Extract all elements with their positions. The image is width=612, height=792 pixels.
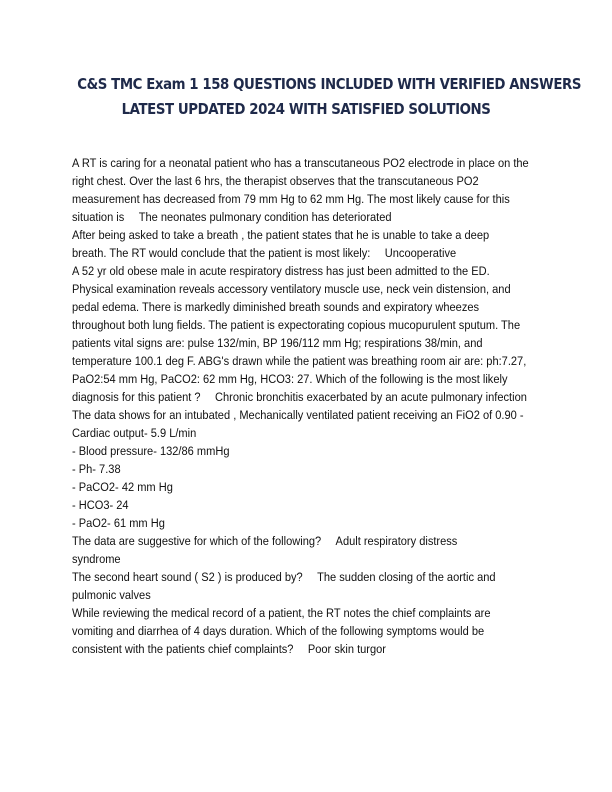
question-text: consistent with the patients chief complaints? — [72, 642, 294, 656]
question-text: A 52 yr old obese male in acute respiratory distress has just been admitted to the ED. — [72, 264, 490, 278]
text-line — [72, 496, 495, 514]
question-text: The data shows for an intubated , Mechanically ventilated patient receiving an FiO2 of 0.90 - — [72, 408, 524, 422]
text-line — [72, 604, 495, 622]
question-text: The second heart sound ( S2 ) is produced by? — [72, 570, 303, 584]
answer-text: Adult respiratory distress — [335, 534, 458, 548]
title-line-2: LATEST UPDATED 2024 WITH SATISFIED SOLUTIONS — [121, 100, 491, 118]
text-line — [72, 172, 495, 190]
text-line — [72, 532, 495, 550]
question-text: situation is — [72, 210, 125, 224]
question-text: - Ph- 7.38 — [72, 462, 121, 476]
question-text: patients vital signs are: pulse 132/min, BP 196/112 mm Hg; respirations 38/min, and — [72, 336, 483, 350]
question-text: breath. The RT would conclude that the patient is most likely: — [72, 246, 371, 260]
question-text: - PaCO2- 42 mm Hg — [72, 480, 173, 494]
text-line — [72, 226, 495, 244]
question-text: After being asked to take a breath , the patient states that he is unable to take a deep — [72, 228, 490, 242]
question-text: A RT is caring for a neonatal patient who has a transcutaneous PO2 electrode in place on the — [72, 156, 529, 170]
text-line — [72, 478, 495, 496]
answer-text: Chronic bronchitis exacerbated by an acute pulmonary infection — [214, 390, 527, 404]
document-title — [77, 72, 581, 122]
title-line-1: C&S TMC Exam 1 158 QUESTIONS INCLUDED WITH VERIFIED ANSWERS — [77, 75, 581, 93]
question-text: temperature 100.1 deg F. ABG's drawn while the patient was breathing room air are: ph:7.27, — [72, 354, 527, 368]
text-line — [72, 406, 524, 424]
answer-text: Poor skin turgor — [307, 642, 387, 656]
text-line — [72, 280, 511, 298]
question-text: pulmonic valves — [72, 588, 151, 602]
text-line — [72, 550, 495, 568]
document-body — [72, 154, 542, 658]
text-line — [72, 640, 495, 658]
text-line — [72, 190, 510, 208]
answer-text: Uncooperative — [384, 246, 457, 260]
question-text: PaO2:54 mm Hg, PaCO2: 62 mm Hg, HCO3: 27. Which of the following is the most likely — [72, 372, 508, 386]
answer-text: The sudden closing of the aortic and — [317, 570, 496, 584]
question-text: The data are suggestive for which of the following? — [72, 534, 322, 548]
question-text: Physical examination reveals accessory ventilatory muscle use, neck vein distension, and — [72, 282, 511, 296]
question-text: vomiting and diarrhea of 4 days duration. Which of the following symptoms would be — [72, 624, 485, 638]
text-line — [72, 514, 495, 532]
text-line — [72, 154, 529, 172]
text-line — [72, 244, 495, 262]
text-line — [72, 586, 495, 604]
question-text: While reviewing the medical record of a patient, the RT notes the chief complaints are — [72, 606, 491, 620]
text-line — [72, 388, 527, 406]
text-line — [72, 316, 521, 334]
text-line — [72, 460, 495, 478]
text-line — [72, 298, 495, 316]
text-line — [72, 208, 495, 226]
text-line — [72, 370, 508, 388]
question-text: Cardiac output- 5.9 L/min — [72, 426, 197, 440]
question-text: throughout both lung fields. The patient is expectorating copious mucopurulent sputum. The — [72, 318, 521, 332]
question-text: syndrome — [72, 552, 121, 566]
text-line — [72, 622, 495, 640]
text-line — [72, 334, 495, 352]
answer-text: The neonates pulmonary condition has deteriorated — [138, 210, 392, 224]
question-text: right chest. Over the last 6 hrs, the therapist observes that the transcutaneous PO2 — [72, 174, 479, 188]
text-line — [72, 568, 495, 586]
text-line — [72, 442, 495, 460]
question-text: - Blood pressure- 132/86 mmHg — [72, 444, 230, 458]
question-text: - PaO2- 61 mm Hg — [72, 516, 165, 530]
text-line — [72, 262, 495, 280]
question-text: measurement has decreased from 79 mm Hg to 62 mm Hg. The most likely cause for this — [72, 192, 510, 206]
question-text: diagnosis for this patient ? — [72, 390, 201, 404]
text-line — [72, 352, 527, 370]
question-text: - HCO3- 24 — [72, 498, 129, 512]
text-line — [72, 424, 495, 442]
question-text: pedal edema. There is markedly diminished breath sounds and expiratory wheezes — [72, 300, 480, 314]
